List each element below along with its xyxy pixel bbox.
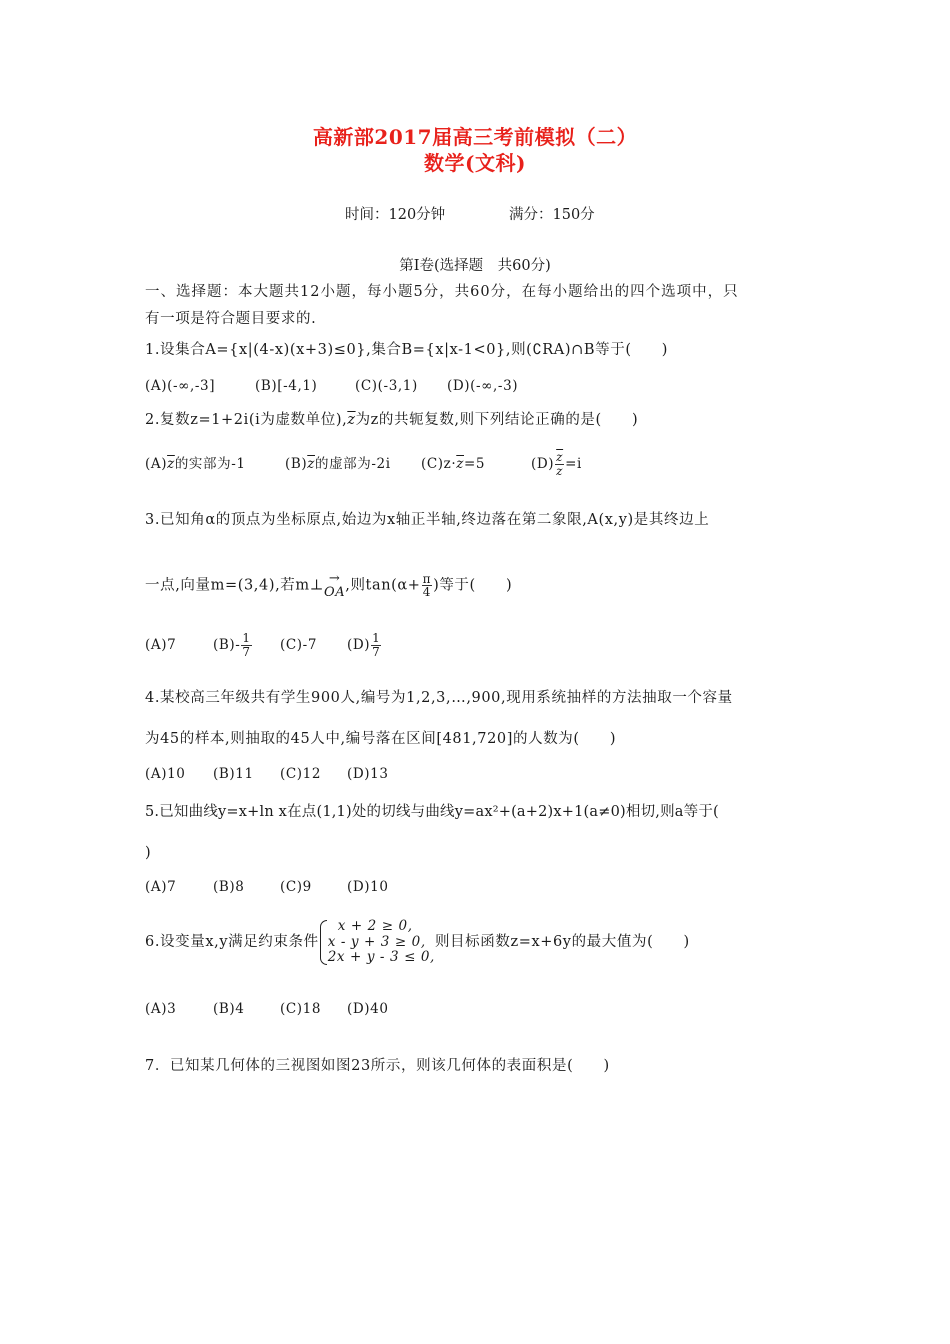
question-2-options — [145, 451, 582, 477]
conjugate-z: $\overline{z}$ — [456, 455, 464, 472]
option-a: (A)(-∞,-3] — [145, 378, 216, 394]
question-3-text-a: 一点,向量m=(3,4),若m⊥ — [145, 577, 324, 594]
constraint-1: x + 2 ≥ 0, — [337, 918, 413, 934]
vector-name: OA — [323, 584, 346, 600]
option-c-label: (C)z· — [421, 455, 457, 472]
option-a: (A)3 — [145, 1001, 177, 1017]
option-a-text: 的实部为-1 — [174, 455, 246, 472]
option-c: (C)9 — [280, 879, 312, 895]
instruction-line-2: 有一项是符合题目要求的. — [145, 311, 317, 327]
option-b-text: 的虚部为-2i — [314, 455, 391, 472]
question-1-options — [145, 380, 518, 394]
fraction — [241, 632, 251, 658]
time-info: 时间：120分钟 — [345, 207, 446, 223]
option-b-label: (B) — [285, 455, 308, 472]
section-heading: 第Ⅰ卷(选择题 共60分) — [399, 258, 551, 274]
fraction-numerator: π — [422, 571, 432, 586]
option-d: (D)13 — [347, 766, 389, 782]
option-d — [531, 451, 582, 477]
option-b: (B)[-4,1) — [255, 378, 318, 394]
score-info: 满分：150分 — [509, 207, 595, 223]
option-b: (B)4 — [213, 1001, 245, 1017]
question-6-options — [145, 1003, 389, 1017]
option-c-text: =5 — [464, 455, 486, 472]
question-3-text-c: )等于( ) — [433, 577, 513, 594]
question-3-line-1: 3.已知角α的顶点为坐标原点,始边为x轴正半轴,终边落在第二象限,A(x,y)是其终边上 — [145, 512, 710, 528]
question-1-stem: 1.设集合A={x|(4-x)(x+3)≤0},集合B={x|x-1<0},则(∁RA)∩B等于( ) — [145, 342, 669, 358]
constraint-3: 2x + y - 3 ≤ 0, — [327, 949, 435, 966]
fraction-numerator: $\overline{z}$ — [556, 450, 564, 464]
option-a: (A)10 — [145, 766, 186, 782]
option-a: (A)7 — [145, 636, 177, 653]
option-d: (D)10 — [347, 879, 389, 895]
option-a-label: (A) — [145, 455, 168, 472]
pi-over-4 — [422, 573, 433, 599]
option-d-text: =i — [565, 455, 582, 472]
fraction-denominator: z — [556, 463, 564, 478]
option-c: (C)18 — [280, 1001, 322, 1017]
constraint-2: x - y + 3 ≥ 0, — [327, 933, 426, 950]
question-2-stem — [145, 413, 638, 428]
option-c — [421, 455, 531, 472]
option-c: (C)12 — [280, 766, 322, 782]
fraction-denominator: 4 — [422, 585, 431, 600]
option-c: (C)-7 — [280, 636, 318, 653]
option-a: (A)7 — [145, 879, 177, 895]
fraction-denominator: 7 — [242, 644, 251, 659]
option-b — [285, 455, 421, 472]
option-b: (B)11 — [213, 766, 254, 782]
question-7-stem: 7．已知某几何体的三视图如图23所示，则该几何体的表面积是( ) — [145, 1058, 610, 1074]
question-6-text-b: 则目标函数z=x+6y的最大值为( ) — [434, 934, 690, 951]
fraction-numerator: 1 — [372, 631, 381, 645]
conjugate-z: $\overline{z}$ — [167, 455, 175, 472]
option-d — [347, 632, 382, 658]
fraction-numerator: 1 — [242, 631, 251, 645]
option-d: (D)(-∞,-3) — [447, 378, 519, 394]
question-5-line-2: ) — [145, 845, 152, 861]
question-2-stem-b: 为z的共轭复数,则下列结论正确的是( ) — [355, 412, 639, 428]
fraction — [371, 632, 381, 658]
instruction-line-1: 一、选择题：本大题共12小题，每小题5分，共60分，在每小题给出的四个选项中，只 — [145, 284, 739, 300]
fraction-denominator: 7 — [372, 644, 381, 659]
question-3-text-b: ,则tan(α+ — [345, 577, 421, 594]
option-d-label: (D) — [531, 455, 555, 472]
question-4-line-2: 为45的样本,则抽取的45人中,编号落在区间[481,720]的人数为( ) — [145, 731, 617, 747]
fraction — [555, 451, 564, 477]
question-4-options — [145, 768, 389, 782]
vector-arrow: → — [328, 571, 341, 586]
option-a — [145, 455, 285, 472]
question-5-line-1: 5.已知曲线y=x+ln x在点(1,1)处的切线与曲线y=ax²+(a+2)x+1(a≠0)相切,则a等于( — [145, 804, 719, 820]
question-6-text-a: 6.设变量x,y满足约束条件 — [145, 934, 319, 951]
question-6-stem — [145, 919, 690, 966]
conjugate-z: $\overline{z}$ — [307, 455, 315, 472]
question-3-options — [145, 632, 382, 658]
question-5-options — [145, 881, 389, 895]
exam-title: 高新部2017届高三考前模拟（二） — [312, 125, 638, 149]
constraint-system — [319, 919, 435, 966]
option-c: (C)(-3,1) — [355, 378, 418, 394]
option-d: (D)40 — [347, 1001, 389, 1017]
question-2-stem-a: 2.复数z=1+2i(i为虚数单位), — [145, 412, 348, 428]
vector-oa — [324, 572, 345, 599]
exam-subtitle: 数学(文科) — [424, 151, 526, 175]
option-b: (B)8 — [213, 879, 245, 895]
option-b — [213, 632, 280, 658]
question-4-line-1: 4.某校高三年级共有学生900人,编号为1,2,3,…,900,现用系统抽样的方法抽取一个容量 — [145, 690, 733, 706]
question-3-line-2 — [145, 572, 512, 599]
conjugate-z: $\overline{z}$ — [347, 412, 356, 428]
option-b-label: (B)- — [213, 636, 241, 653]
option-d-label: (D) — [347, 636, 371, 653]
